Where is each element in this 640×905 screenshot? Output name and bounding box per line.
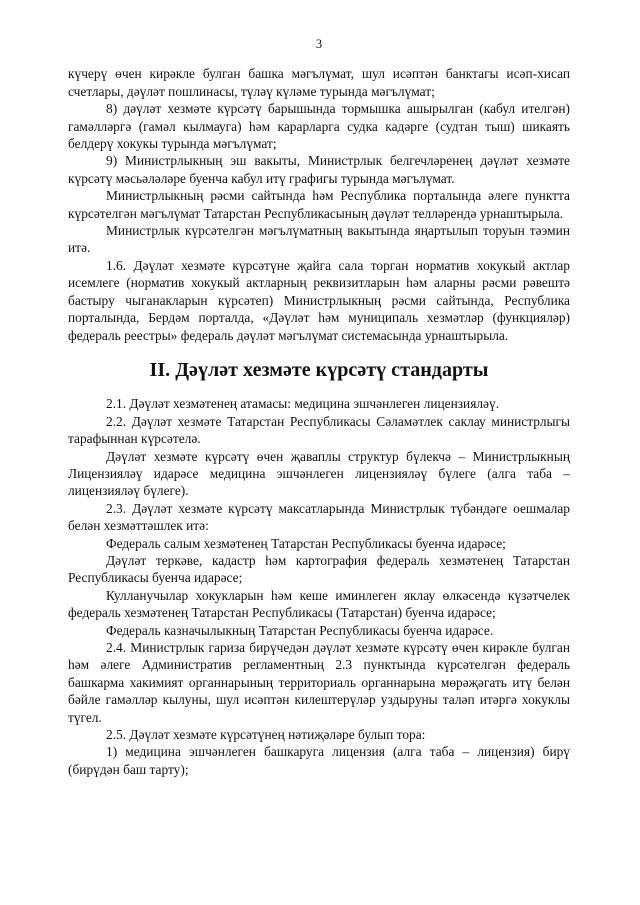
paragraph-item-9: 9) Министрлыкның эш вакыты, Министрлык белгечләренең дәүләт хезмәте күрсәтү мәсьәләләре буенча кабул итү графигы турында мәгълүмат. — [68, 153, 570, 186]
paragraph-2-4: 2.4. Министрлык гариза бирүчедән дәүләт хезмәте күрсәтү өчен кирәкле булган һәм әлеге Административ регламентның 2.3 пунктында күрсәтелгән федераль башкарма хакимият органнарының территориаль органнарына мөрәҗәгать итү белән бәйле гамәлләр кылуны, шул исәптән килештерүләр уздыруны таләп итәргә хокуклы түгел. — [68, 640, 570, 725]
paragraph-1-6: 1.6. Дәүләт хезмәте күрсәтүне җайга сала торган норматив хокукый актлар исемлеге (норматив хокукый актларның реквизитларын һәм аларны рәсми рәвештә бастыру чыганакларын күрсәтеп) Министрлыкның рәсми сайтында, Республика порталында, Бердәм порталда, «Дәүләт һәм муниципаль хезмәтләр (функцияләр) федераль реестры» федераль дәүләт мәгълүмат системасында урнаштырыла. — [68, 257, 570, 343]
paragraph-item-8: 8) дәүләт хезмәте күрсәтү барышында тормышка ашырылган (кабул ителгән) гамәлләргә (гамәл кылмауга) һәм карарларга судка кадәрге (судтан тыш) шикаять белдерү хокукы турында мәгълүмат; — [68, 101, 570, 152]
paragraph-responsible-unit: Дәүләт хезмәте күрсәтү өчен җаваплы структур бүлекчә – Министрлыкның Лицензияләү идарәсе медицина эшчәнлеген лицензияләү бүлеге (алга таба – лицензияләү бүлеге). — [68, 448, 570, 499]
paragraph-continuation: күчерү өчен кирәкле булган башка мәгълүмат, шул исәптән банктагы исәп-хисап счетлары, дәүләт пошлинасы, түләү күләме турында мәгълүмат; — [68, 66, 570, 99]
paragraph-2-2: 2.2. Дәүләт хезмәте Татарстан Республикасы Сәламәтлек саклау министрлыгы тарафыннан күрсәтелә. — [68, 413, 570, 447]
page-number: 3 — [315, 37, 323, 51]
paragraph-official-site: Министрлыкның рәсми сайтында һәм Республика порталында әлеге пунктта күрсәтелгән мәгълүмат Татарстан Республикасының дәүләт телләрендә урнаштырыла. — [68, 188, 570, 221]
paragraph-update: Министрлык күрсәтелгән мәгълүматның вакытында яңартылып торуын тәэмин итә. — [68, 223, 570, 256]
paragraph-2-3: 2.3. Дәүләт хезмәте күрсәтү максатларында Министрлык түбәндәге оешмалар белән хезмәттәшлек итә: — [68, 500, 570, 534]
paragraph-2-1: 2.1. Дәүләт хезмәтенең атамасы: медицина эшчәнлеген лицензияләү. — [106, 396, 500, 412]
paragraph-result-1: 1) медицина эшчәнлеген башкаруга лицензия (алга таба – лицензия) бирү (бирүдән баш тарту); — [68, 744, 570, 777]
paragraph-treasury: Федераль казначылыкның Татарстан Республикасы буенча идарәсе. — [106, 622, 494, 638]
paragraph-tax-service: Федераль салым хезмәтенең Татарстан Республикасы буенча идарәсе; — [106, 535, 506, 551]
paragraph-2-5: 2.5. Дәүләт хезмәте күрсәтүнең нәтиҗәләре булып тора: — [106, 727, 426, 743]
paragraph-cadastre: Дәүләт теркәве, кадастр һәм картография федераль хезмәтенең Татарстан Республикасы буенча идарәсе; — [68, 552, 570, 586]
paragraph-consumer-rights: Кулланучылар хокукларын һәм кеше иминлеген яклау өлкәсендә күзәтчелек федераль хезмәтенең Татарстан Республикасы (Татарстан) буенча идарәсе; — [68, 587, 570, 621]
section-heading: II. Дәүләт хезмәте күрсәтү стандарты — [149, 358, 489, 381]
